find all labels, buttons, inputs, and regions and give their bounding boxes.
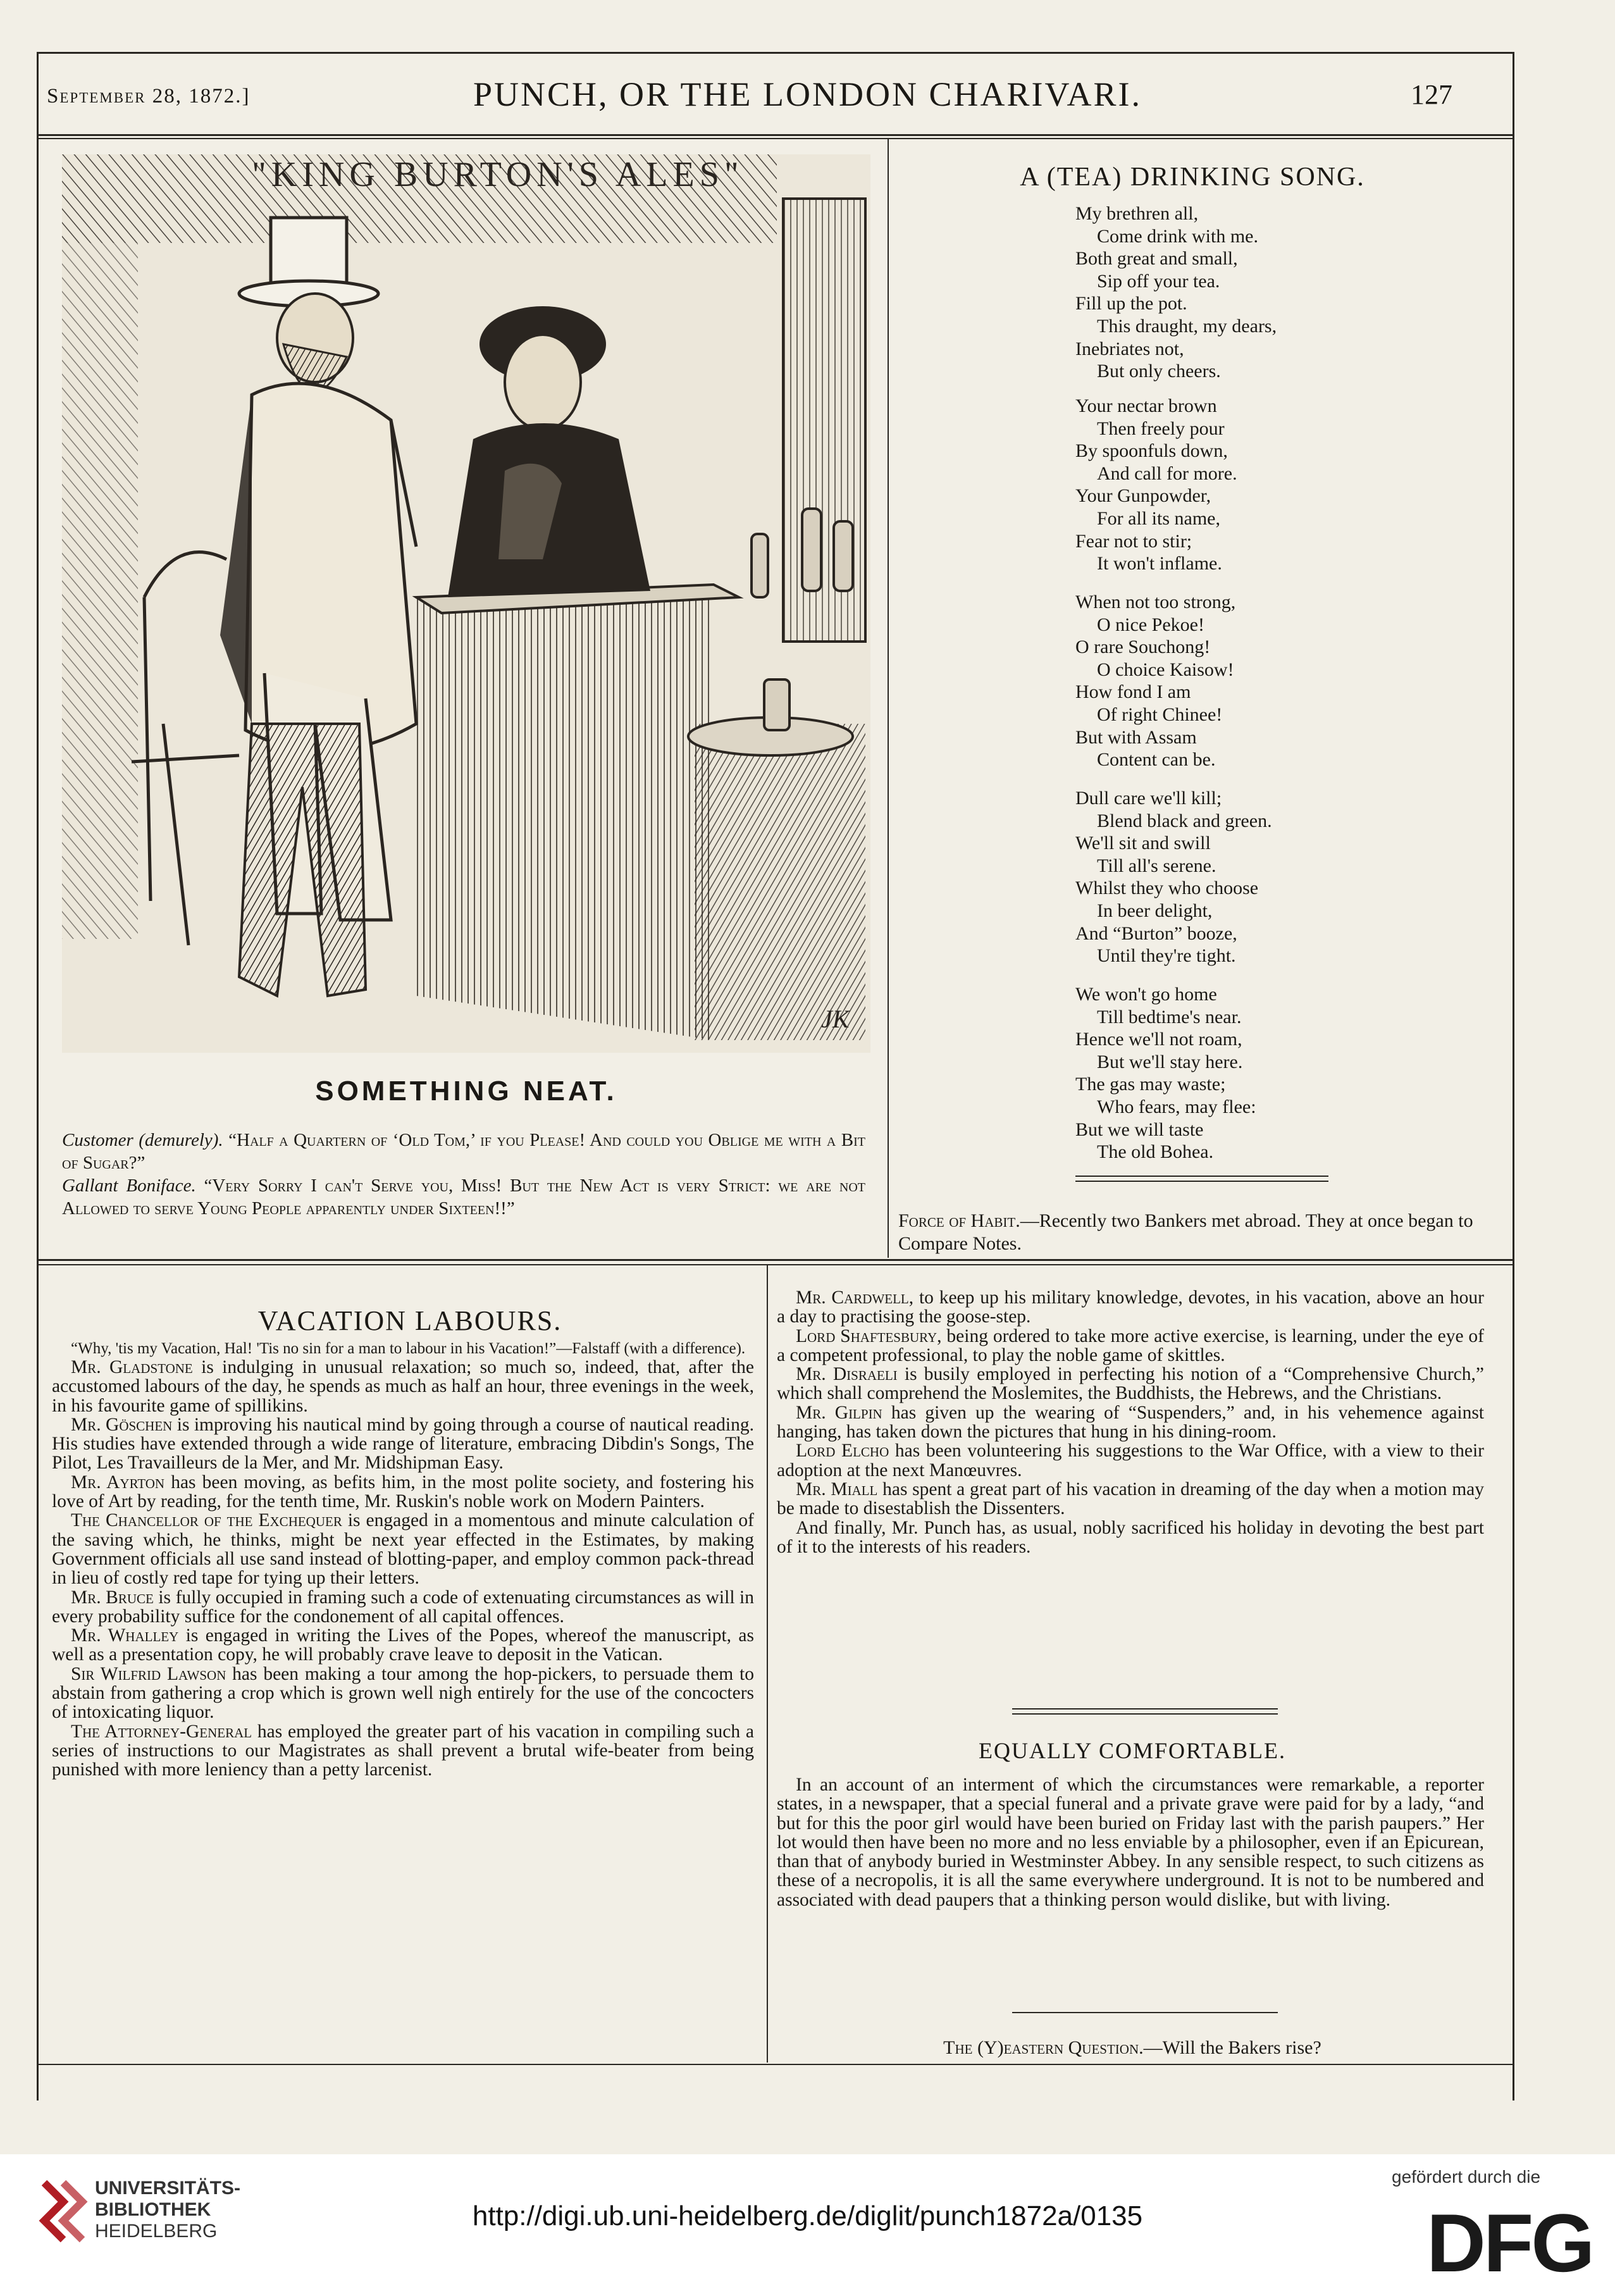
song-stanza (1075, 202, 1277, 383)
artist-signature: JK (821, 1005, 850, 1033)
paragraph-subject: Lord Shaftesbury (796, 1325, 937, 1346)
vacation-title: VACATION LABOURS. (257, 1305, 562, 1336)
song-line: Of right Chinee! (1097, 704, 1223, 725)
page-number: 127 (1411, 79, 1452, 110)
top-column-rule (888, 138, 889, 1258)
force-of-habit-paragraph (898, 1210, 1490, 1255)
song-stanza (1075, 395, 1237, 575)
song-line: The gas may waste; (1075, 1074, 1226, 1095)
vacation-column-right (777, 1288, 1484, 1556)
paragraph-text: is engaged in writing the Lives of the Popes, whereof the manuscript, as well as a presentation copy, he will probably crave leave to deposit in the Vatican. (52, 1625, 754, 1665)
paragraph-text: —Recently two Bankers met abroad. They at once began to Compare Notes. (898, 1210, 1473, 1254)
library-name-line: HEIDELBERG (95, 2221, 218, 2242)
vacation-epigraph: “Why, 'tis my Vacation, Hal! 'Tis no sin for a man to labour in his Vacation!”—Falstaff (with a difference). (71, 1340, 746, 1357)
paragraph-lead: The (Y)eastern Question. (943, 2037, 1144, 2058)
header-rule-double (37, 138, 1513, 139)
vacation-paragraph (52, 1665, 754, 1722)
section-rule-double (37, 1264, 1513, 1265)
song-line: My brethren all, (1075, 203, 1199, 224)
vacation-paragraph (777, 1327, 1484, 1365)
song-line: In beer delight, (1097, 900, 1213, 921)
song-line: We'll sit and swill (1075, 833, 1211, 854)
song-end-rule-double (1075, 1181, 1328, 1182)
caption-speaker: Gallant Boniface. (62, 1176, 196, 1196)
song-line: Sip off your tea. (1097, 270, 1220, 292)
section-rule (37, 1259, 1513, 1261)
funded-by-label: gefördert durch die (1392, 2167, 1541, 2187)
song-line: Blend black and green. (1097, 810, 1272, 831)
song-stanza (1075, 983, 1256, 1164)
song-line: O nice Pekoe! (1097, 614, 1204, 635)
song-line: Till all's serene. (1097, 855, 1216, 876)
song-stanza (1075, 591, 1235, 771)
song-line: Your Gunpowder, (1075, 485, 1211, 507)
song-line: It won't inflame. (1097, 553, 1222, 574)
permalink-url[interactable]: http://digi.ub.uni-heidelberg.de/diglit/punch1872a/0135 (472, 2200, 1143, 2231)
song-line: Both great and small, (1075, 248, 1238, 270)
paragraph-subject: The Chancellor of the Exchequer (71, 1510, 342, 1531)
song-line: But only cheers. (1097, 361, 1221, 382)
song-line: We won't go home (1075, 984, 1217, 1005)
paragraph-subject: Mr. Göschen (71, 1414, 173, 1435)
equally-comfortable-title: EQUALLY COMFORTABLE. (978, 1738, 1286, 1763)
song-line: Until they're tight. (1097, 945, 1236, 967)
song-line: By spoonfuls down, (1075, 440, 1228, 462)
paragraph-text: has been making a tour among the hop-pickers, to persuade them to abstain from gathering a crop which is grown well nigh entirely for the use of the concocters of intoxicating liquor. (52, 1663, 754, 1723)
paragraph-text: is indulging in unusual relaxation; so much so, indeed, that, after the accustomed labours of the day, he spends as much as half an hour, three evenings in the week, in his favourite game of spillikins. (52, 1357, 754, 1416)
song-line: For all its name, (1097, 507, 1220, 529)
paragraph-subject: Sir Wilfrid Lawson (71, 1663, 226, 1684)
vacation-paragraph (52, 1511, 754, 1587)
equally-end-rule (1012, 2012, 1278, 2013)
equally-comfortable-column (777, 1775, 1484, 1909)
vacation-paragraph (777, 1403, 1484, 1442)
paragraph-text: has given up the wearing of “Suspenders,” and, in his vehemence against hanging, has taken down the pictures that hung in his dining-room. (777, 1402, 1484, 1443)
paragraph-subject: Mr. Gladstone (71, 1357, 193, 1377)
bottom-column-rule (767, 1265, 768, 2063)
song-line: Come drink with me. (1097, 225, 1258, 247)
song-line: And “Burton” booze, (1075, 922, 1237, 944)
song-title: A (TEA) DRINKING SONG. (1020, 163, 1365, 192)
song-line: When not too strong, (1075, 592, 1236, 612)
song-line: Hence we'll not roam, (1075, 1029, 1242, 1050)
paragraph-text: is engaged in a momentous and minute calculation of the saving which, he thinks, might be next year effected in the Estimates, by making Government officials all use sand instead of blotting-paper, and employ common pack-thread in lieu of costly red tape for tying up their letters. (52, 1510, 754, 1589)
paragraph-lead: Force of Habit. (898, 1210, 1020, 1231)
masthead-title: PUNCH, OR THE LONDON CHARIVARI. (473, 75, 1142, 113)
equally-comfortable-paragraph: In an account of an interment of which the circumstances were remarkable, a reporter states, in a newspaper, that a special funeral and a private grave were paid for by a lady, “and but for this the poor girl would have been buried on Friday last with the parish paupers.” Her lot would then have been no more and no less enviable by a philosopher, even if an Epicurean, than that of anybody buried in Westminster Abbey. In any sensible respect, to such citizens as these of a necropolis, it is all the same everywhere underground. It is not to be numbered and associated with dead paupers that a thinking person would dislike, but with living. (777, 1775, 1484, 1910)
paragraph-subject: Mr. Cardwell (796, 1288, 909, 1308)
caption-manner: (demurely). (139, 1130, 223, 1150)
cartoon-title: SOMETHING NEAT. (315, 1076, 617, 1107)
paragraph-text: has employed the greater part of his vacation in compiling such a series of instructions to our Magistrates as shall prevent a brutal wife-beater from being punished with more leniency than a petty larcenist. (52, 1721, 755, 1780)
cartoon-sign: "KING BURTON'S ALES" (252, 155, 744, 194)
song-line: Till bedtime's near. (1097, 1006, 1242, 1027)
song-stanza (1075, 787, 1272, 967)
paragraph-text: has been volunteering his suggestions to the War Office, with a view to their adoption at the next Manœuvres. (777, 1441, 1484, 1480)
song-line: The old Bohea. (1097, 1141, 1214, 1163)
song-line: Who fears, may flee: (1097, 1096, 1256, 1117)
song-line: This draught, my dears, (1097, 315, 1277, 337)
song-line: Inebriates not, (1075, 338, 1184, 359)
vacation-paragraph (777, 1480, 1484, 1518)
song-line: Content can be. (1097, 749, 1216, 771)
song-line: But we'll stay here. (1097, 1051, 1243, 1072)
vacation-column-left (52, 1340, 754, 1780)
caption-text: “Half a Quartern of ‘Old Tom,’ if you Please! And could you Oblige me with a Bit of Sugar?” (62, 1130, 866, 1173)
vacation-end-rule (1012, 1708, 1278, 1710)
song-line: But with Assam (1075, 726, 1197, 748)
song-end-rule (1075, 1176, 1328, 1177)
paragraph-subject: Mr. Bruce (71, 1587, 154, 1608)
issue-date: September 28, 1872.] (47, 85, 251, 108)
song-line: Fear not to stir; (1075, 530, 1192, 552)
vacation-paragraph (52, 1722, 754, 1780)
bottom-rule (37, 2064, 1513, 2065)
library-name-line: BIBLIOTHEK (95, 2199, 211, 2220)
vacation-paragraph (52, 1588, 754, 1627)
song-line: O rare Souchong! (1075, 636, 1211, 658)
paragraph-text: has spent a great part of his vacation in dreaming of the day when a motion may be made to disestablish the Dissenters. (777, 1479, 1485, 1519)
paragraph-subject: Lord Elcho (796, 1441, 889, 1461)
paragraph-text: is improving his nautical mind by going through a course of nautical reading. His studies have extended through a wide range of literature, embracing Dibdin's Songs, The Pilot, Les Travailleurs de la Mer, and Mr. Midshipman Easy. (52, 1414, 754, 1474)
paragraph-subject: Mr. Whalley (71, 1625, 179, 1646)
paragraph-text: And finally, Mr. Punch has, as usual, nobly sacrificed his holiday in devoting the best part of it to the interests of his readers. (777, 1517, 1484, 1557)
paragraph-text: is busily employed in perfecting his notion of a “Comprehensive Church,” which shall comprehend the Moslemites, the Buddhists, the Hebrews, and the Christians. (777, 1364, 1484, 1404)
paragraph-subject: The Attorney-General (71, 1721, 252, 1742)
paragraph-text: —Will the Bakers rise? (1143, 2037, 1321, 2058)
vacation-paragraph (52, 1358, 754, 1415)
vacation-end-rule-double (1012, 1713, 1278, 1715)
paragraph-subject: Mr. Ayrton (71, 1472, 165, 1492)
vacation-paragraph (777, 1518, 1484, 1557)
paragraph-text: , being ordered to take more active exercise, is learning, under the eye of a competent professional, to play the noble game of skittles. (777, 1325, 1484, 1365)
vacation-paragraph (52, 1473, 754, 1511)
song-line: Dull care we'll kill; (1075, 788, 1222, 809)
song-line: Whilst they who choose (1075, 878, 1259, 899)
vacation-paragraph (777, 1365, 1484, 1403)
library-name-line: UNIVERSITÄTS- (95, 2178, 241, 2199)
paragraph-subject: Mr. Gilpin (796, 1402, 882, 1423)
vacation-paragraph (777, 1288, 1484, 1327)
paragraph-subject: Mr. Disraeli (796, 1364, 898, 1385)
paragraph-text: has been moving, as befits him, in the most polite society, and fostering his love of Art by reading, for the tenth time, Mr. Ruskin's noble work on Modern Painters. (52, 1472, 754, 1512)
yeastern-question-paragraph (778, 2037, 1487, 2059)
vacation-paragraph (52, 1626, 754, 1665)
vacation-paragraph (777, 1441, 1484, 1480)
song-line: Fill up the pot. (1075, 293, 1187, 314)
song-line: Then freely pour (1097, 418, 1225, 439)
song-line: Your nectar brown (1075, 395, 1217, 416)
song-line: O choice Kaisow! (1097, 659, 1234, 680)
cartoon-caption-boniface (62, 1174, 865, 1220)
vacation-paragraph (52, 1415, 754, 1473)
caption-text: “Very Sorry I can't Serve you, Miss! But the New Act is very Strict: we are not Allowed to serve Young People apparently under Sixteen!!” (62, 1176, 866, 1219)
dfg-logo: DFG (1426, 2197, 1593, 2289)
song-line: How fond I am (1075, 681, 1191, 703)
cartoon-illustration (62, 154, 870, 1053)
song-line: But we will taste (1075, 1119, 1204, 1140)
header-rule (37, 134, 1513, 136)
paragraph-text: , to keep up his military knowledge, devotes, in his vacation, above an hour a day to practising the goose-step. (777, 1288, 1484, 1327)
paragraph-text: is fully occupied in framing such a code of extenuating circumstances as will in every probability suffice for the condonement of all capital offences. (52, 1587, 754, 1627)
cartoon-caption-customer (62, 1129, 865, 1174)
paragraph-subject: Mr. Miall (796, 1479, 878, 1499)
caption-speaker: Customer (62, 1130, 133, 1150)
song-line: And call for more. (1097, 462, 1237, 484)
